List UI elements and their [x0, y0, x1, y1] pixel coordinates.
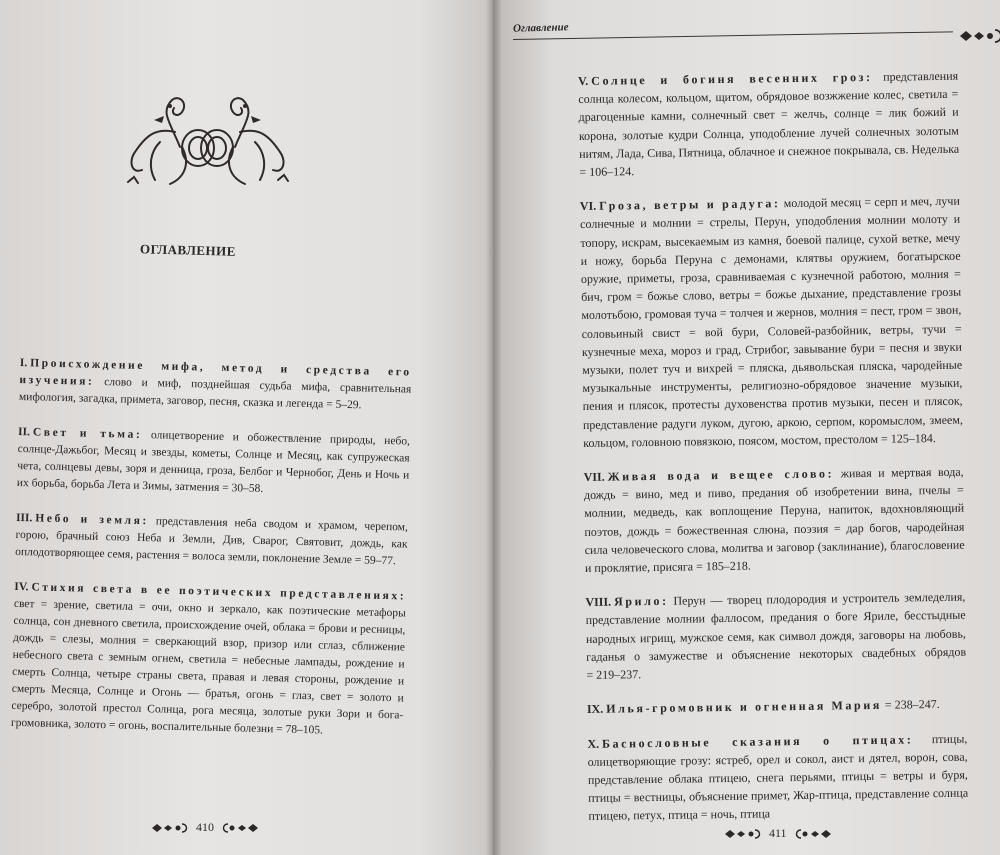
- toc-entry: [19, 355, 412, 416]
- chapter-number: V.: [578, 73, 589, 88]
- chapter-heading: Небо и земля:: [35, 512, 150, 528]
- chapter-pages: = 59–77.: [351, 554, 396, 568]
- chapter-description: представления солнца колесом, кольцом, щитом, обрядовое возжжение колес, светила = драгоценные камни, солнечный свет = желчь, солнце = лик божий и корона, золотые кудри Солнца, уподобление лучей солнечных золотым нитям, Лада, Сива, Пятница, облачное и снежное покрывала, св. Неделька: [578, 68, 960, 161]
- chapter-pages: = 106–124.: [579, 164, 635, 180]
- chapter-number: IX.: [586, 702, 604, 717]
- chapter-number: IV.: [14, 580, 29, 594]
- griffin-ornament-icon: [120, 92, 295, 192]
- left-page: [0, 0, 493, 855]
- chapter-heading: Свет и тьма:: [32, 426, 143, 442]
- chapter-description: свет = зрение, светила = очи, окно и зеркало, как поэтические метафоры солнца, сон дневного светила, происхождение очей, облака = брови и ресницы, дождь = слезы, молния = сверкающий взор, призор или сглаз, сближение небесного света с земным огнем, светила = небесные лампады, рождение и смерть Солнца, четыре страны света, правая и левая стороны, рождение и смерть Месяца, Солнце и Огонь — братья, огонь = глаз, свет = золото и серебро, золотой престол Солнца, рога месяца, золотые руки Зори и бога-громовника, золото = огонь, воспалительные болезни: [10, 597, 406, 736]
- page-number: 410: [196, 820, 214, 834]
- toc-entry: [11, 579, 407, 742]
- chapter-heading: Живая вода и вещее слово:: [607, 466, 835, 484]
- chapter-number: II.: [17, 425, 31, 439]
- running-head-title: Оглавление: [512, 21, 569, 35]
- chapter-heading: Баснословные сказания о птицах:: [601, 731, 914, 751]
- toc-entry: [580, 192, 964, 452]
- chapter-heading: Происхождение мифа, метод и средства его изучения:: [19, 357, 412, 388]
- chapter-pages: = 185–218.: [692, 558, 751, 574]
- folio-ornament-icon: [220, 821, 260, 835]
- book-gutter: [486, 0, 502, 855]
- folio-ornament-icon: [793, 827, 833, 841]
- chapter-pages: = 5–29.: [323, 398, 362, 412]
- folio-ornament-icon: [150, 821, 190, 835]
- chapter-description: птицы, олицетворяющие грозу: ястреб, орел и сокол, аист и дятел, ворон, сова, представление облака птицею, снега перьями, птицы = ветры и буря, птицы = вестницы, объяснение примет, Жар-птица, представление солнца птицею, петух, птица = ночь, птица: [587, 731, 969, 824]
- chapter-heading: Солнце и богиня весенних гроз:: [591, 69, 873, 88]
- chapter-number: VI.: [579, 198, 597, 214]
- running-head-ornament-icon: [958, 24, 1000, 48]
- toc-entry: [587, 695, 967, 719]
- chapter-number: VII.: [583, 469, 605, 485]
- left-toc-entries: [10, 355, 412, 759]
- right-toc-entries: [578, 67, 969, 842]
- toc-title: ОГЛАВЛЕНИЕ: [139, 241, 237, 259]
- chapter-pages: = 30–58.: [219, 481, 264, 495]
- toc-entry: [587, 729, 968, 825]
- folio-ornament-icon: [723, 827, 763, 841]
- chapter-heading: Илья-громовник и огненная Мария: [606, 698, 882, 716]
- running-head-rule: [513, 31, 953, 40]
- chapter-number: III.: [15, 511, 33, 525]
- toc-entry: [17, 424, 411, 502]
- chapter-pages: = 219–237.: [586, 667, 642, 683]
- toc-entry: [578, 67, 959, 182]
- chapter-description: молодой месяц = серп и меч, лучи солнечные и молнии = стрелы, Перун, уподобления молнии молоту и топору, искрам, высекаемым из камня, боевой палице, сухой ветке, мечу и ножу, борьба Перуна с демонами, клятвы оружием, богатырское оружие, приметы, гроза, сравниваемая с кузнечной работою, молния = бич, гром = божье слово, ветры = божье дыхание, представление грозы молотьбою, громовая туча = толчея и жернов, молния = пест, гром = звон, соловьиный свист = вой бури, Соловей-разбойник, ветры, тучи = кузнечные меха, мороз и град, Стрибог, завывание бури = песня и звуки музыки, полет туч и вихрей = пляска, дьявольская пляска, чародейные музыкальные инструменты, религиозно-обрядовое значение музыки, пения и плясок, протесты духовенства против музыки, песен и плясок, представление радуги луком, дугою, аркою, серпом, коромыслом, змеем, кольцом, головною повязкою, поясом, мостом, престолом: [580, 193, 963, 450]
- chapter-pages: = 238–247.: [881, 697, 940, 713]
- chapter-pages: = 78–105.: [273, 723, 324, 737]
- chapter-description: представления неба сводом и храмом, черепом, горою, брачный союз Неба и Земли, Див, Сварог, Святовит, дождь, как оплодотворяющее семя, растения = волоса земли, поклонение Земле: [15, 515, 409, 567]
- chapter-number: VIII.: [585, 594, 612, 610]
- chapter-description: Перун — творец плодородия и устроитель земледелия, представление молнии фаллосом, предания о боге Яриле, бесстыдные народных игрищ, мужское семя, как символ дождя, заговоры на любовь, гаданья о замужестве и объяснение некоторых свадебных обрядов: [585, 589, 967, 664]
- chapter-heading: Ярило:: [613, 594, 669, 609]
- chapter-description: олицетворение и обожествление природы, небо, солнце-Дажьбог, Месяц и звезды, кометы, Солнце и Месяц, как супружеская чета, солнцевы девы, зоря и денница, гроза, Белбог и Чернобог, День и Ночь и их борьба, борьба Лета и Зимы, затмения: [16, 429, 411, 494]
- chapter-heading: Стихия света в ее поэтических представлениях:: [31, 581, 407, 603]
- chapter-pages: = 125–184.: [877, 430, 936, 446]
- chapter-description: слово и миф, позднейшая судьба мифа, сравнительная мифология, загадка, примета, заговор, песня, сказка и легенда: [18, 375, 412, 411]
- chapter-heading: Гроза, ветры и радуга:: [599, 196, 781, 213]
- running-head: [513, 22, 993, 42]
- chapter-number: I.: [19, 356, 28, 370]
- toc-entry: [585, 588, 966, 684]
- right-page: [493, 0, 1000, 855]
- toc-entry: [584, 463, 965, 578]
- page-number-left: [150, 820, 260, 835]
- page-number-right: [723, 826, 833, 841]
- chapter-number: X.: [587, 736, 600, 751]
- toc-entry: [15, 510, 408, 571]
- chapter-description: живая и мертвая вода, дождь = вино, мед и пиво, предания об изобретении вина, пчелы = молнии, медведь, как воплощение Перуна, напиток, вдохновляющий поэтов, дождь = божественная слюна, поэзия = дар богов, чародейная сила человеческого слова, молитва и заговор (заклинание), благословение и проклятие, присяга: [583, 464, 965, 576]
- page-number: 411: [769, 826, 787, 840]
